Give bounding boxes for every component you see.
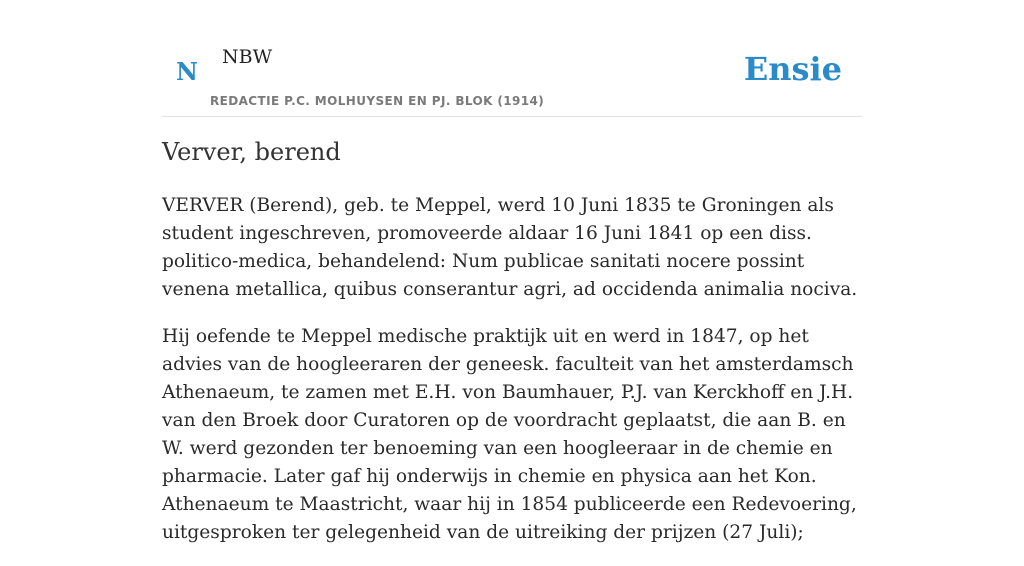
source-logo-icon[interactable]: N [176,57,198,86]
source-name[interactable]: NBW [222,46,273,68]
entry-title: Verver, berend [162,138,341,166]
header [162,0,862,117]
entry-body [162,192,862,566]
ensie-logo[interactable]: Ensie [743,50,842,88]
source-editors: REDACTIE P.C. MOLHUYSEN EN PJ. BLOK (1914) [210,94,545,108]
entry-paragraph: VERVER (Berend), geb. te Meppel, werd 10 Juni 1835 te Groningen als student ingeschreven, promoveerde aldaar 16 Juni 1841 op een diss. politico-medica, behandelend: Num publicae sanitati nocere possint venena metallica, quibus conserantur agri, ad occidenda animalia nociva. [162,195,858,300]
entry-paragraph: Hij oefende te Meppel medische praktijk uit en werd in 1847, op het advies van de hoogleeraren der geneesk. faculteit van het amsterdamsch Athenaeum, te zamen met E.H. von Baumhauer, P.J. van Kerckhoff en J.H. van den Broek door Curatoren op de voordracht geplaatst, die aan B. en W. werd gezonden ter benoeming van een hoogleeraar in de chemie en pharmacie. Later gaf hij onderwijs in chemie en physica aan het Kon. Athenaeum te Maastricht, waar hij in 1854 publiceerde een Redevoering, uitgesproken ter gelegenheid van de uitreiking der prijzen (27 Juli); [162,326,857,543]
